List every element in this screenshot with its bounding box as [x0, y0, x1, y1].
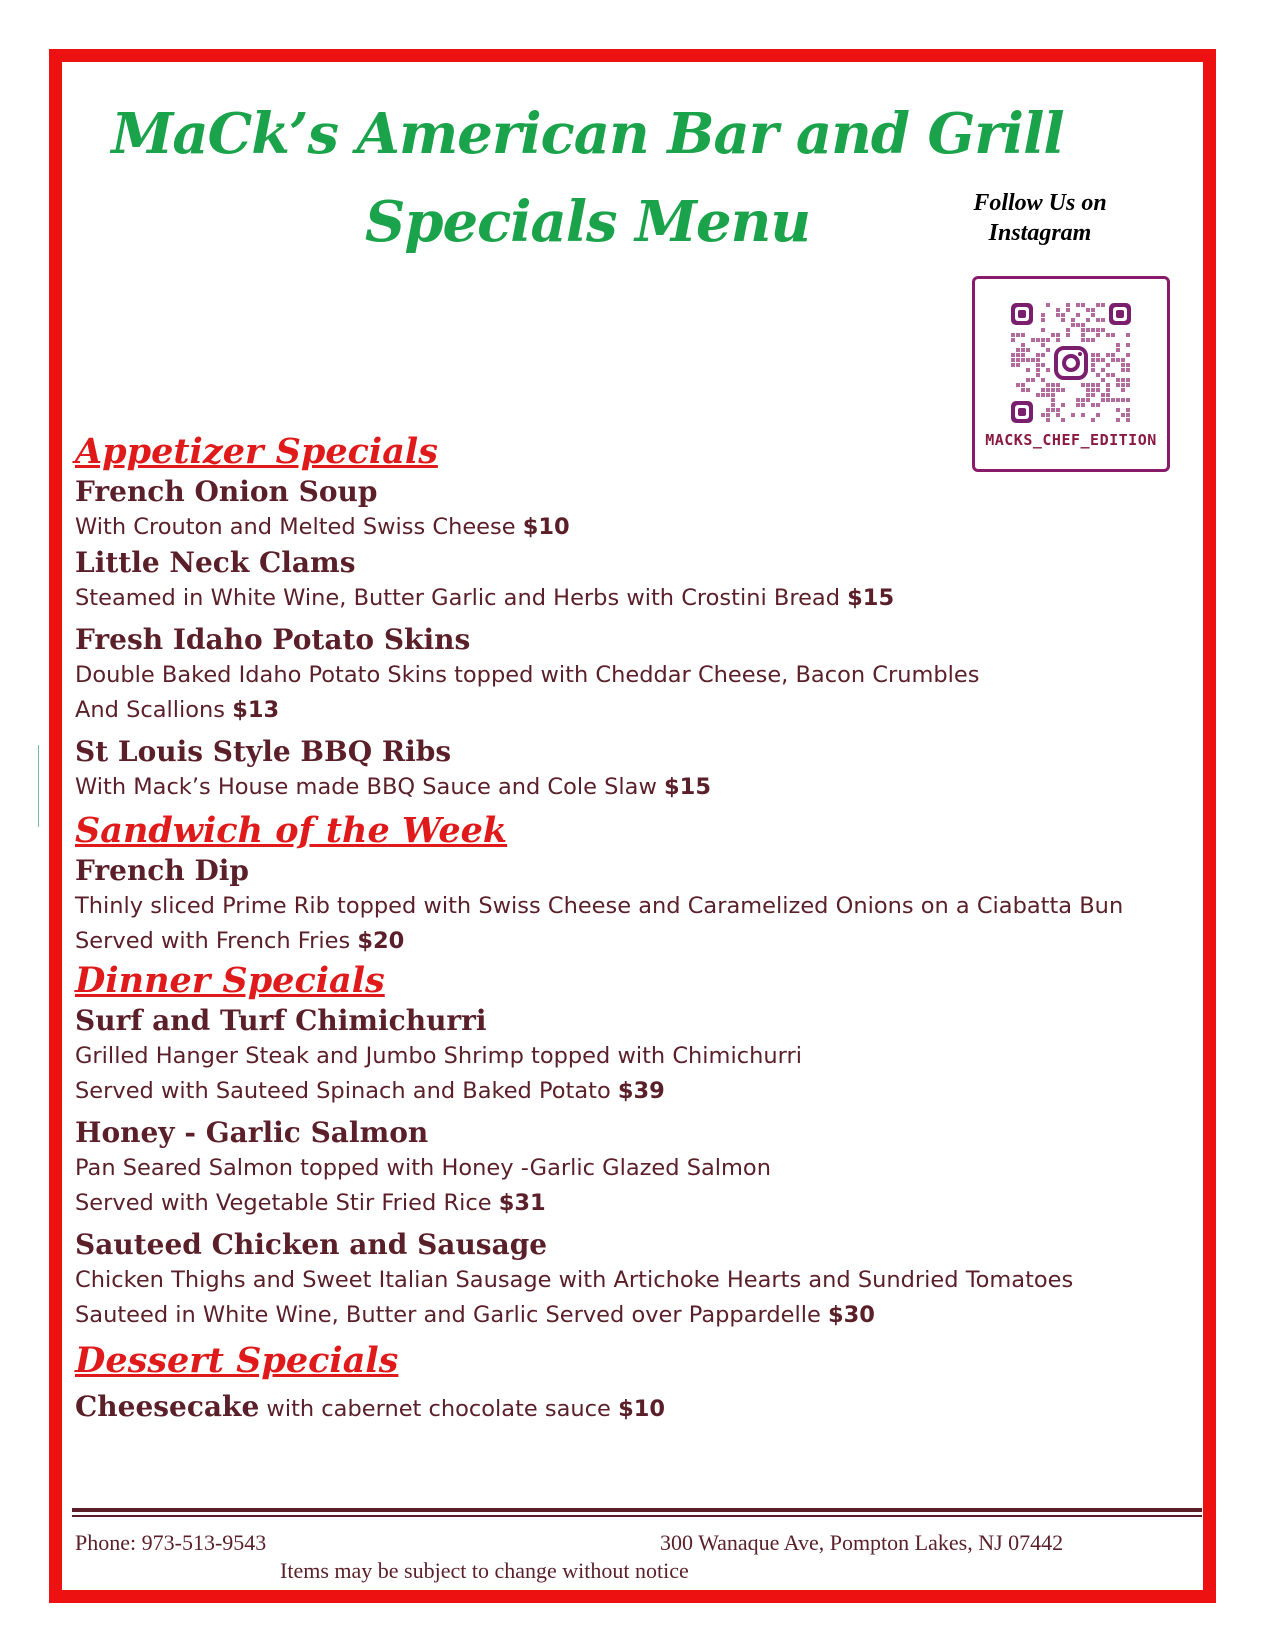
item-name: Surf and Turf Chimichurri — [75, 1004, 487, 1037]
dessert-item — [75, 1389, 1195, 1427]
item-description — [75, 510, 1195, 545]
item-price: $39 — [617, 1078, 665, 1104]
desc-line: Thinly sliced Prime Rib topped with Swiss Cheese and Caramelized Onions on a Ciabatta Bun — [75, 893, 1124, 919]
footer-divider — [72, 1508, 1202, 1512]
margin-marker — [38, 745, 39, 827]
instagram-follow-text — [940, 188, 1140, 248]
desc-line: Steamed in White Wine, Butter Garlic and Herbs with Crostini Bread — [75, 585, 840, 611]
desc-line: And Scallions — [75, 697, 226, 723]
menu-title: Specials Menu — [364, 189, 811, 255]
desc-line: With Mack’s House made BBQ Sauce and Cole Slaw — [75, 774, 657, 800]
instagram-handle: MACKS_CHEF_EDITION — [985, 431, 1157, 449]
item-price: $15 — [664, 774, 711, 800]
follow-line-2: Instagram — [988, 220, 1092, 246]
desc-line: Grilled Hanger Steak and Jumbo Shrimp topped with Chimichurri — [75, 1043, 802, 1069]
item-name: French Onion Soup — [75, 475, 378, 508]
sandwich-section — [75, 809, 1195, 959]
dinner-section — [75, 959, 1195, 1333]
item-price: $10 — [522, 514, 570, 540]
appetizer-section — [75, 430, 1195, 805]
section-title-appetizers: Appetizer Specials — [75, 431, 438, 472]
desc-line: Chicken Thighs and Sweet Italian Sausage with Artichoke Hearts and Sundried Tomatoes — [75, 1267, 1074, 1293]
restaurant-title: MaCk’s American Bar and Grill — [111, 101, 1064, 167]
item-description: with cabernet chocolate sauce — [266, 1396, 611, 1422]
item-description — [75, 770, 1195, 805]
desc-line: Served with French Fries — [75, 928, 351, 954]
section-title-dinner: Dinner Specials — [75, 960, 385, 1001]
item-price: $10 — [618, 1396, 666, 1422]
item-name: French Dip — [75, 854, 249, 887]
desc-line: Served with Vegetable Stir Fried Rice — [75, 1190, 492, 1216]
phone-number: Phone: 973-513-9543 — [75, 1530, 267, 1555]
item-price: $31 — [498, 1190, 546, 1216]
item-name: Honey - Garlic Salmon — [75, 1116, 429, 1149]
desc-line: Pan Seared Salmon topped with Honey -Garlic Glazed Salmon — [75, 1155, 771, 1181]
section-title-dessert: Dessert Specials — [75, 1340, 399, 1381]
address: 300 Wanaque Ave, Pompton Lakes, NJ 07442 — [660, 1530, 1064, 1555]
item-description — [75, 693, 1195, 728]
item-description — [75, 1074, 1195, 1109]
item-name: Cheesecake — [75, 1390, 260, 1423]
item-name: Sauteed Chicken and Sausage — [75, 1228, 548, 1261]
menu-content — [75, 430, 1195, 1427]
item-name: Fresh Idaho Potato Skins — [75, 623, 471, 656]
desc-line: Served with Sauteed Spinach and Baked Potato — [75, 1078, 611, 1104]
footer-divider-thin — [72, 1515, 1202, 1517]
desc-line: With Crouton and Melted Swiss Cheese — [75, 514, 516, 540]
qr-code-icon — [1011, 303, 1131, 423]
dessert-section — [75, 1339, 1195, 1427]
item-price: $15 — [847, 585, 895, 611]
item-price: $30 — [827, 1302, 875, 1328]
follow-line-1: Follow Us on — [973, 190, 1107, 216]
item-price: $20 — [357, 928, 405, 954]
section-title-sandwich: Sandwich of the Week — [75, 810, 508, 851]
item-price: $13 — [232, 697, 280, 723]
desc-line: Double Baked Idaho Potato Skins topped with Cheddar Cheese, Bacon Crumbles — [75, 662, 980, 688]
item-name: St Louis Style BBQ Ribs — [75, 735, 452, 768]
desc-line: Sauteed in White Wine, Butter and Garlic Served over Pappardelle — [75, 1302, 821, 1328]
item-description — [75, 1186, 1195, 1221]
item-description — [75, 581, 1195, 616]
item-name: Little Neck Clams — [75, 546, 356, 579]
disclaimer-note: Items may be subject to change without notice — [280, 1558, 689, 1583]
item-description — [75, 924, 1195, 959]
item-description — [75, 1298, 1195, 1333]
